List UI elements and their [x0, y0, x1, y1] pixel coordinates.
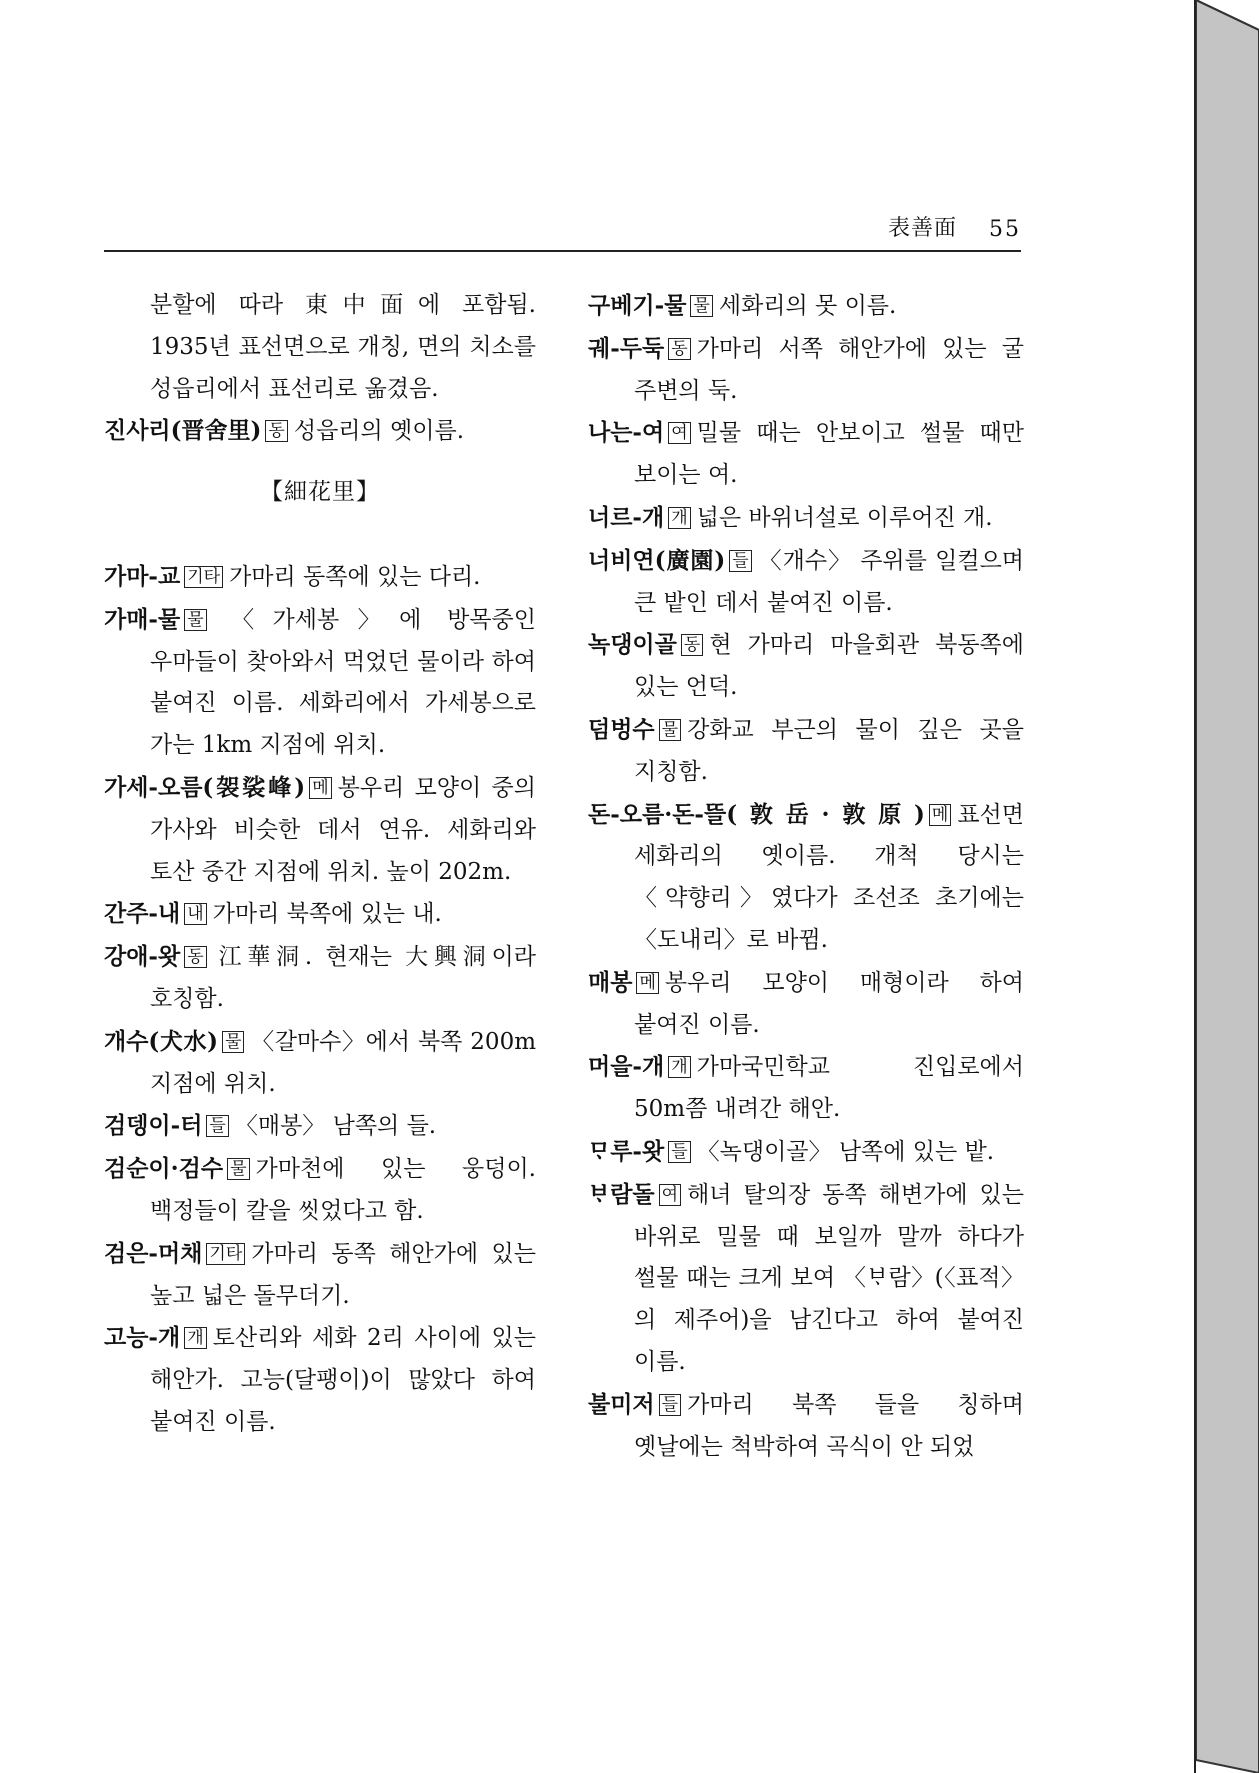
entry: [104, 410, 536, 453]
entry-headword: 가마-교: [104, 562, 181, 590]
entry-headword: 머을-개: [588, 1053, 665, 1081]
entry-headword: 구베기-물: [588, 292, 687, 319]
category-tag: 개: [668, 1056, 690, 1078]
entry-headword: 검순이·검수: [104, 1155, 224, 1183]
entry-headword: 덤벙수: [588, 715, 655, 743]
entry: [588, 285, 1024, 328]
entry-body: 강화교 부근의 물이 깊은 곳을 지칭함.: [634, 716, 1024, 785]
entry: [104, 767, 536, 893]
entry: [104, 893, 536, 936]
entry: [588, 1384, 1024, 1469]
entry: [588, 1174, 1024, 1384]
category-tag: 동: [265, 420, 287, 442]
category-tag: 개: [668, 507, 690, 529]
entry-headword: 간주-내: [104, 900, 181, 928]
entry-body: 가마국민학교 진입로에서 50m쯤 내려간 해안.: [634, 1054, 1024, 1123]
entry-list-left: [104, 556, 536, 1444]
entry-body: 봉우리 모양이 매형이라 하여 붙여진 이름.: [634, 969, 1024, 1038]
entry-body: 〈개수〉 주위를 일컬으며 큰 밭인 데서 붙여진 이름.: [634, 547, 1025, 616]
entry: [588, 709, 1024, 794]
entry-headword: 강애-왓: [104, 943, 181, 971]
entry-headword: ᄇᆞ람돌: [588, 1180, 655, 1208]
category-tag: 여: [668, 422, 690, 444]
entry-list-right: [588, 285, 1024, 1468]
entry-body: 가마리 북쪽에 있는 내.: [212, 901, 442, 928]
entry-body: 넓은 바위너설로 이루어진 개.: [696, 504, 993, 531]
entry: [588, 412, 1024, 497]
entry: [104, 599, 536, 767]
entry-body: 밀물 때는 안보이고 썰물 때만 보이는 여.: [634, 420, 1024, 489]
entry-headword: 돈-오름·돈-뜰(敦岳·敦原): [588, 800, 925, 828]
entry-body: 가마리 동쪽 해안가에 있는 높고 넓은 돌무더기.: [150, 1240, 536, 1309]
entry-body: 성읍리의 옛이름.: [293, 418, 465, 445]
entry-body: 표선면 세화리의 옛이름. 개척 당시는 〈약향리〉였다가 조선조 초기에는 〈도내리〉로 바뀜.: [634, 801, 1024, 953]
category-tag: 개: [184, 1327, 206, 1349]
category-tag: 메: [636, 972, 658, 994]
entry: [588, 497, 1024, 540]
category-tag: 동: [681, 634, 703, 656]
category-tag: 들: [668, 1141, 690, 1163]
running-header: [104, 212, 1021, 252]
page-stack-edge: [1196, 0, 1259, 1773]
entry-headword: 개수(犬水): [104, 1027, 219, 1055]
category-tag: 메: [929, 804, 951, 826]
category-tag: 내: [184, 903, 206, 925]
category-tag: 들: [729, 550, 751, 572]
entry-body: 〈갈마수〉에서 북쪽 200m 지점에 위치.: [150, 1028, 537, 1097]
category-tag: 들: [206, 1115, 228, 1137]
category-tag: 동: [184, 946, 206, 968]
entry-headword: 검은-머채: [104, 1239, 203, 1267]
entry-body: 해녀 탈의장 동쪽 해변가에 있는 바위로 밀물 때 보일까 말까 하다가 썰물 때는 크게 보여 〈ᄇᆞ람〉(〈표적〉의 제주어)을 남긴다고 하여 붙여진 이름.: [634, 1181, 1024, 1375]
entry-body: 가마리 서쪽 해안가에 있는 굴 주변의 둑.: [634, 335, 1024, 404]
left-column: [104, 285, 536, 1444]
category-tag: 기타: [184, 566, 223, 588]
entry-headword: 불미저: [588, 1390, 655, 1418]
entry-headword: 매봉: [588, 968, 633, 996]
entry-headword: 녹댕이골: [588, 631, 677, 659]
category-tag: 기타: [206, 1243, 245, 1265]
section-heading: 【細花里】: [260, 479, 380, 506]
entry-headword: 궤-두둑: [588, 334, 665, 362]
entry-headword: 너르-개: [588, 503, 665, 531]
entry-body: 토산리와 세화 2리 사이에 있는 해안가. 고능(달팽이)이 많았다 하여 붙여진 이름.: [150, 1325, 536, 1435]
category-tag: 동: [668, 338, 690, 360]
entry: [588, 794, 1024, 962]
category-tag: 물: [222, 1031, 244, 1053]
category-tag: 들: [659, 1394, 681, 1416]
category-tag: 물: [184, 609, 206, 631]
entry-body: 봉우리 모양이 중의 가사와 비슷한 데서 연유. 세화리와 토산 중간 지점에 위치. 높이 202m.: [150, 774, 536, 885]
entry-body: 현 가마리 마을회관 북동쪽에 있는 언덕.: [634, 632, 1024, 701]
entry-body: 가마리 북쪽 들을 칭하며 옛날에는 척박하여 곡식이 안 되었: [634, 1391, 1024, 1460]
entry-headword: 가매-물: [104, 605, 181, 633]
category-tag: 여: [659, 1184, 681, 1206]
category-tag: 물: [690, 295, 712, 317]
entry: [588, 1046, 1024, 1131]
right-column: [588, 285, 1024, 1468]
entry: [588, 962, 1024, 1047]
entry-headword: 고능-개: [104, 1324, 181, 1352]
category-tag: 메: [309, 777, 331, 799]
entry: [588, 328, 1024, 413]
entry-body: 세화리의 못 이름.: [718, 293, 897, 319]
entry: [588, 540, 1024, 625]
entry-headword: 검뎅이-터: [104, 1112, 203, 1140]
entry-body: 가마천에 있는 웅덩이. 백정들이 칼을 씻었다고 함.: [150, 1156, 536, 1224]
entry-headword: 너비연(廣園): [588, 546, 726, 574]
entry: [588, 1131, 1024, 1174]
entry-headword: 가세-오름(袈裟峰): [104, 773, 306, 801]
entry: [104, 1021, 536, 1106]
page-number: 55: [989, 217, 1021, 242]
entry-headword: 진사리(晋舍里): [104, 417, 262, 445]
entry: [104, 1105, 536, 1148]
entry-headword: ᄆᆞ루-왓: [588, 1137, 665, 1165]
entry: [104, 1233, 536, 1318]
entry-body: 〈녹댕이골〉 남쪽에 있는 밭.: [696, 1138, 995, 1165]
entry: [104, 556, 536, 599]
entry: [588, 624, 1024, 709]
category-tag: 물: [659, 719, 681, 741]
entry: [104, 1148, 536, 1233]
entry: [104, 936, 536, 1021]
entry-body: 가마리 동쪽에 있는 다리.: [229, 563, 481, 590]
entry-headword: 나는-여: [588, 419, 665, 447]
category-tag: 물: [227, 1158, 249, 1180]
entry-body: 〈가세봉〉에 방목중인 우마들이 찾아와서 먹었던 물이라 하여 붙여진 이름. 세화리에서 가세봉으로 가는 1km 지점에 위치.: [150, 606, 536, 759]
section-title: 表善面: [887, 216, 957, 241]
entry-body: 江華洞. 현재는 大興洞이라 호칭함.: [150, 944, 536, 1012]
entry-body: 〈매봉〉 남쪽의 들.: [234, 1113, 437, 1140]
entry: [104, 1317, 536, 1443]
continued-paragraph: 분할에 따라 東中面에 포함됨. 1935년 표선면으로 개칭, 면의 치소를 성읍리에서 표선리로 옮겼음.: [150, 292, 536, 402]
